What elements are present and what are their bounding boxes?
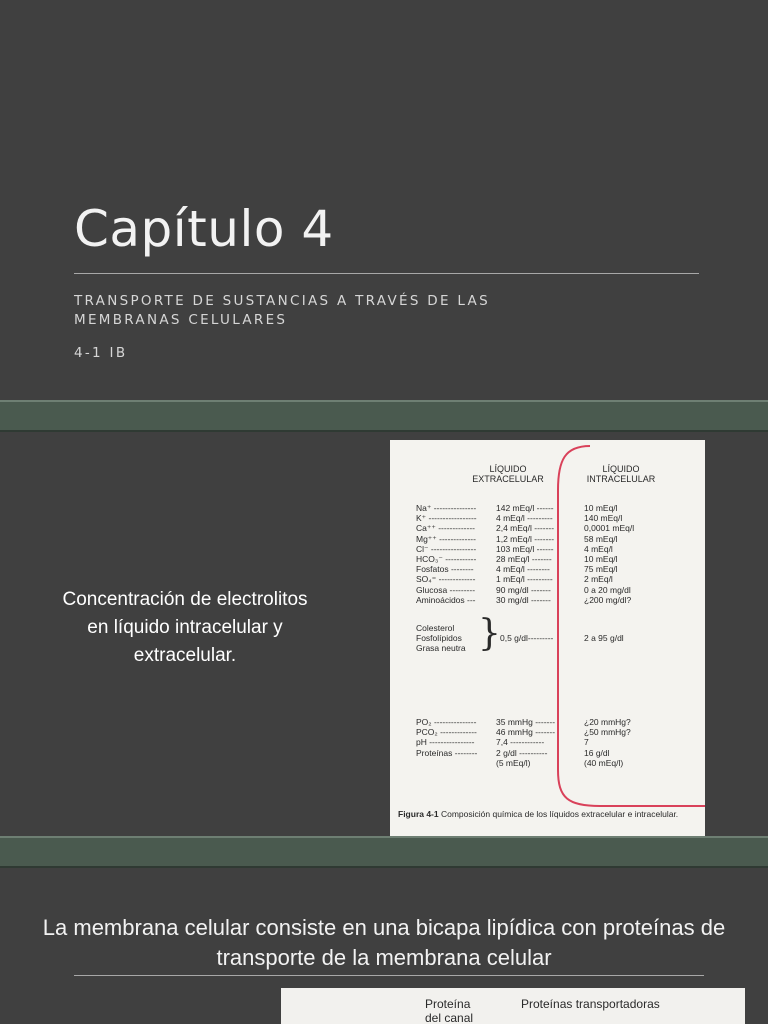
row-ext-value: 28 mEq/l ------- [496, 554, 552, 564]
row-label: PCO₂ ------------- [416, 727, 477, 738]
lipid-name: Grasa neutra [416, 643, 466, 653]
row-int-value: (40 mEq/l) [584, 757, 624, 768]
row-ext-value: 1,2 mEq/l ------- [496, 533, 555, 544]
slide-separator [0, 400, 768, 432]
slide-title: Capítulo 4 [74, 200, 334, 258]
lipid-name: Colesterol [416, 623, 455, 633]
table-row [416, 748, 701, 758]
lipid-row [416, 633, 701, 643]
membrane-figure [281, 988, 745, 1024]
figure-caption-text: Composición química de los líquidos extracelular e intracelular. [438, 809, 679, 819]
row-ext-value: 142 mEq/l ------ [496, 503, 554, 513]
row-ext-value: 35 mmHg ------- [496, 717, 556, 727]
row-int-value: 75 mEq/l [584, 564, 618, 575]
row-int-value: ¿200 mg/dl? [584, 594, 632, 605]
title-divider [74, 273, 699, 274]
row-ext-value: 1 mEq/l --------- [496, 574, 553, 585]
slide-code: 4-1 IB [74, 345, 128, 361]
slide-3-title: La membrana celular consiste en una bicapa lipídica con proteínas de transporte de la membrana celular [42, 915, 726, 970]
slide-1 [0, 0, 768, 400]
row-ext-value: 103 mEq/l ------ [496, 543, 554, 554]
row-label: Ca⁺⁺ ------------- [416, 523, 475, 534]
row-ext-value: 90 mg/dl ------- [496, 584, 551, 595]
table-row [416, 727, 701, 737]
table-row [416, 523, 701, 533]
row-label: pH ---------------- [416, 737, 475, 748]
row-ext-value: 7,4 ------------ [496, 737, 545, 748]
row-label: Na⁺ --------------- [416, 503, 477, 513]
row-ext-value: 4 mEq/l --------- [496, 513, 553, 524]
row-ext-value: 2,4 mEq/l ------- [496, 523, 555, 534]
row-int-value: ¿20 mmHg? [584, 717, 631, 727]
row-label: Mg⁺⁺ ------------- [416, 533, 476, 544]
carrier-proteins-label: Proteínas transportadoras [521, 997, 660, 1011]
table-row [416, 503, 701, 513]
lipid-brace: } [478, 613, 501, 654]
electrolyte-figure [390, 440, 705, 836]
header-ext-line1: LÍQUIDO [489, 464, 527, 474]
table-row [416, 564, 701, 574]
header-extracelular [458, 464, 558, 484]
row-label: Proteínas -------- [416, 747, 478, 758]
row-int-value: 4 mEq/l [584, 543, 613, 554]
slide-subtitle: TRANSPORTE DE SUSTANCIAS A TRAVÉS DE LAS MEMBRANAS CELULARES [74, 293, 490, 328]
row-ext-value: 4 mEq/l -------- [496, 564, 550, 575]
row-int-value: 58 mEq/l [584, 533, 618, 544]
row-label: Fosfatos -------- [416, 564, 474, 575]
row-ext-value: 30 mg/dl ------- [496, 594, 551, 605]
row-int-value: 10 mEq/l [584, 554, 618, 564]
table-row [416, 595, 701, 605]
row-label: Glucosa --------- [416, 584, 476, 595]
row-int-value: 140 mEq/l [584, 513, 623, 524]
row-label: PO₂ --------------- [416, 717, 477, 727]
row-int-value: 0,0001 mEq/l [584, 523, 635, 534]
row-int-value: 2 mEq/l [584, 574, 613, 585]
row-ext-value: 2 g/dl ---------- [496, 747, 548, 758]
header-int-line2: INTRACELULAR [586, 474, 656, 484]
row-ext-value: (5 mEq/l) [496, 757, 531, 768]
row-int-value: 10 mEq/l [584, 503, 618, 513]
channel-protein-label: Proteína del canal [425, 997, 474, 1024]
table-row [416, 717, 701, 727]
header-intracelular [571, 464, 671, 484]
table-row [416, 554, 701, 564]
row-label: Aminoácidos --- [416, 594, 476, 605]
row-int-value: 0 a 20 mg/dl [584, 584, 631, 595]
table-row [416, 534, 701, 544]
row-int-value: 16 g/dl [584, 747, 610, 758]
table-row [416, 737, 701, 747]
lipid-name: Fosfolípidos [416, 633, 462, 643]
table-row [416, 544, 701, 554]
title-divider [74, 975, 704, 976]
table-row [416, 513, 701, 523]
row-ext-value: 46 mmHg ------- [496, 727, 556, 738]
slide-separator [0, 836, 768, 868]
figure-caption [398, 809, 703, 820]
row-int-value: 7 [584, 737, 589, 748]
header-ext-line2: EXTRACELULAR [472, 474, 544, 484]
slide-caption: Concentración de electrolitos en líquido intracelular y extracelular. [62, 589, 308, 666]
figure-caption-label: Figura 4-1 [398, 809, 439, 819]
row-label: SO₄⁼ ------------- [416, 574, 476, 585]
table-row [416, 574, 701, 584]
lipid-ext-value: 0,5 g/dl--------- [500, 633, 554, 643]
row-label: Cl⁻ ---------------- [416, 543, 477, 554]
lipid-int-value: 2 a 95 g/dl [584, 633, 624, 643]
table-row [416, 585, 701, 595]
row-int-value: ¿50 mmHg? [584, 727, 631, 738]
row-label: HCO₃⁻ ----------- [416, 554, 477, 564]
table-row [416, 758, 701, 768]
row-label: K⁺ ----------------- [416, 513, 477, 524]
header-int-line1: LÍQUIDO [602, 464, 640, 474]
